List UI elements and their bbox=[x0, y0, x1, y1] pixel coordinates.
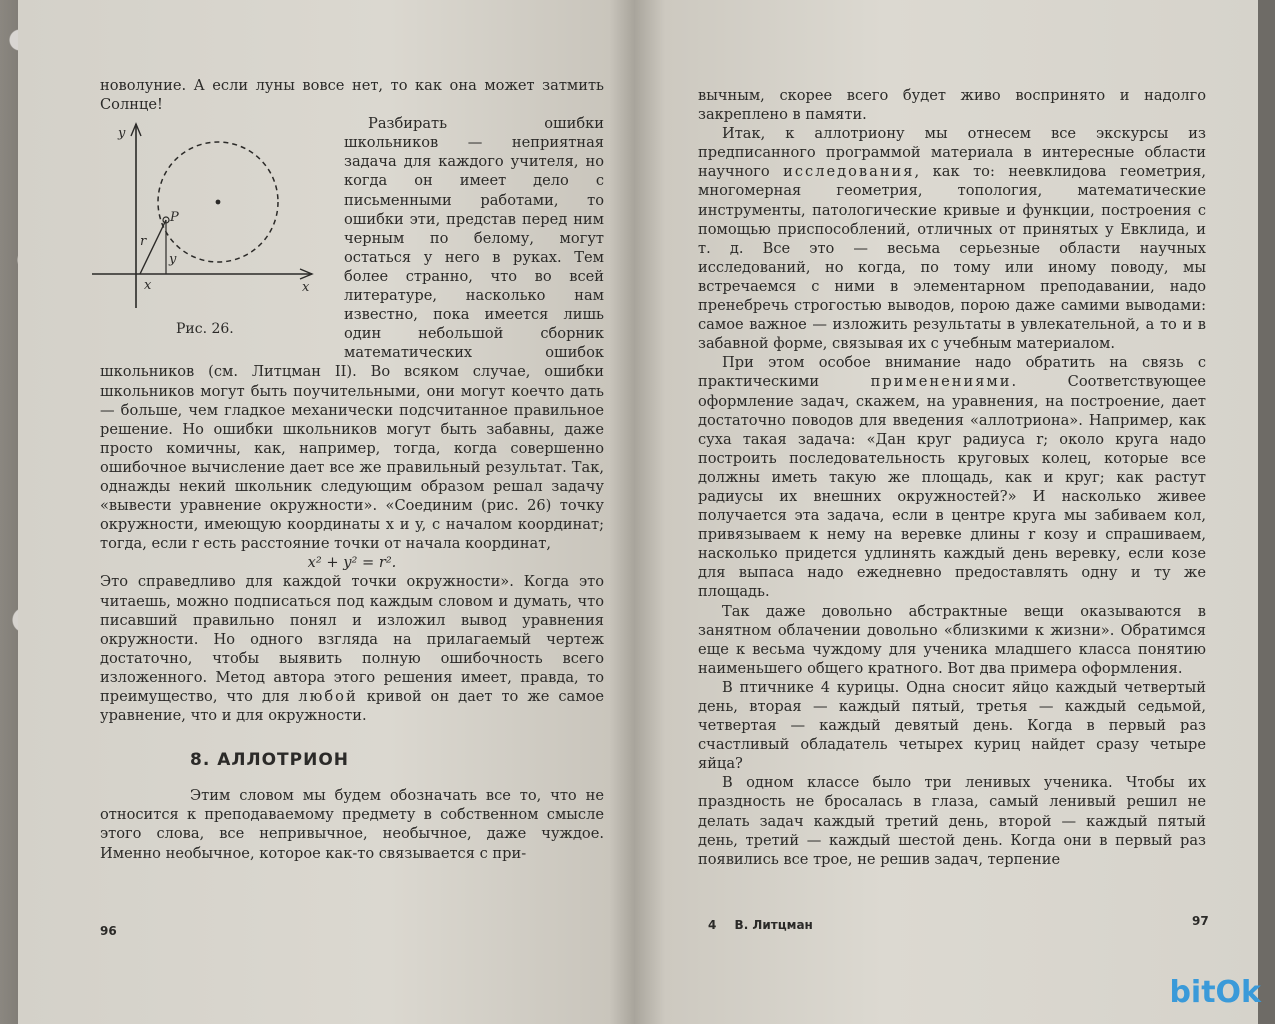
left-page bbox=[18, 0, 634, 1024]
watermark-text: bitOk bbox=[1169, 975, 1261, 1010]
paragraph-text: , как то: неевклидова геометрия, многомерная геометрия, топология, математические инструменты, патологические кривые и функции, построения с помощью приспособлений, отличных от принятых у Евклида, и т. д. Все это — весьма серьезные области научных исследований, но когда, по тому или иному поводу, мы встречаемся с ними в элементарном преподавании, надо пренебречь строгостью выводов, порою даже самими выводами: самое важное — изложить результаты в увлекательной, а то и в забавной форме, связывая их с учебным материалом. bbox=[698, 163, 1207, 353]
left-page-text bbox=[100, 76, 604, 863]
circle-diagram bbox=[90, 118, 334, 342]
y-axis-label: y bbox=[118, 126, 126, 142]
paragraph: Разбирать ошибки школьников — неприятная задача для каждого учителя, но когда он имеет дело с письменными работами, то ошибки эти, представ перед ним черным по белому, могут остаться у него в руках. Тем более странно, что во всей литературе, насколько нам известно, пока имеется лишь один небольшой сборник математических ошибок школьников (см. Литцман II). Во всяком случае, ошибки школьников могут быть поучительными, они могут коечто дать — больше, чем гладкое механически подсчитанное правильное решение. Но ошибки школьников могут быть забавны, даже просто комичны, как, например, тогда, когда совершенно ошибочное вычисление дает все же правильный результат. Так, однажды некий школьник следующим образом решал задачу «вывести уравнение окружности». «Соединим (рис. 26) точку окружности, имеющую координаты x и y, с началом координат; тогда, если r есть расстояние точки от начала координат, bbox=[100, 115, 604, 553]
section-heading: 8. АЛЛОТРИОН bbox=[190, 750, 350, 771]
page-number: 97 bbox=[1192, 914, 1209, 928]
equation: x² + y² = r². bbox=[307, 554, 397, 572]
printer-signature bbox=[708, 918, 827, 932]
page-number: 96 bbox=[100, 924, 117, 938]
paragraph: новолуние. А если луны вовсе нет, то как она может затмить Солнце! bbox=[100, 77, 604, 114]
figure-26 bbox=[90, 118, 334, 342]
watermark-logo bbox=[1169, 975, 1261, 1010]
paragraph: Так даже довольно абстрактные вещи оказываются в занятном облачении довольно «близкими к жизни». Обратимся еще к весьма чуждому для ученика младшего класса понятию наименьшего общего кратного. Вот два примера оформления. bbox=[698, 602, 1206, 677]
right-page-text bbox=[698, 86, 1206, 869]
emphasized-word: применениями bbox=[870, 373, 1012, 391]
paragraph bbox=[100, 572, 604, 725]
abscissa-label: x bbox=[144, 278, 152, 294]
paragraph bbox=[698, 353, 1206, 601]
ordinate-label: y bbox=[169, 252, 177, 268]
paragraph-text: Это справедливо для каждой точки окружности». Когда это читаешь, можно подписаться под каждым словом и думать, что писавший правильно понял и изложил вывод уравнения окружности. Но одного взгляда на прилагаемый чертеж достаточно, чтобы выявить полную ошибочность всего изложенного. Метод автора этого решения имеет, правда, то преимущество, что для bbox=[100, 573, 604, 705]
right-page bbox=[634, 0, 1258, 1024]
point-label: P bbox=[170, 210, 179, 226]
paragraph-text: . Соответствующее оформление задач, скажем, на уравнения, на построение, дает достаточно поводов для введения «аллотриона». Например, как суха такая задача: «Дан круг радиуса r; около круга надо построить последовательность круговых колец, которые все должны иметь такую же площадь, как и круг; как растут радиусы их внешних окружностей?» И насколько живее получается эта задача, если в центре круга мы забиваем кол, привязываем к нему на веревке длины r козу и спрашиваем, насколько придется удлинять каждый день веревку, если козе для выпаса надо ежедневно предоставлять одну и ту же площадь. bbox=[698, 373, 1206, 601]
figure-caption: Рис. 26. bbox=[176, 321, 234, 338]
paragraph: вычным, скорее всего будет живо воспринято и надолго закреплено в памяти. bbox=[698, 87, 1206, 124]
paragraph-text: кривой он дает то же самое уравнение, что и для окружности. bbox=[100, 688, 605, 725]
signature-number: 4 bbox=[708, 918, 717, 932]
paragraph-text: Итак, к аллотриону мы отнесем все экскурсы из предписанного программой материала в интересные области научного bbox=[698, 125, 1206, 181]
radius-label: r bbox=[140, 234, 147, 250]
signature-author: В. Литцман bbox=[734, 918, 813, 932]
paragraph-text: При этом особое внимание надо обратить на связь с практическими bbox=[698, 354, 1206, 391]
x-axis-label: x bbox=[302, 280, 310, 296]
open-book bbox=[18, 0, 1258, 1024]
emphasized-word: любой bbox=[298, 688, 358, 705]
paragraph bbox=[698, 124, 1206, 353]
paragraph: Этим словом мы будем обозначать все то, что не относится к преподаваемому предмету в собственном смысле этого слова, все непривычное, необычное, даже чуждое. Именно необычное, которое как-то связывается с при- bbox=[100, 787, 604, 862]
paragraph: В одном классе было три ленивых ученика. Чтобы их праздность не бросалась в глаза, самый ленивый решил не делать задач каждый третий день, второй — каждый пятый день, третий — каждый шестой день. Когда они в первый раз появились все трое, не решив задач, терпение bbox=[698, 774, 1206, 868]
emphasized-word: исследования bbox=[783, 163, 915, 181]
paragraph: В птичнике 4 курицы. Одна сносит яйцо каждый четвертый день, вторая — каждый пятый, третья — каждый седьмой, четвертая — каждый девятый день. Когда в первый раз счастливый обладатель четырех куриц найдет сразу четыре яйца? bbox=[698, 678, 1206, 773]
